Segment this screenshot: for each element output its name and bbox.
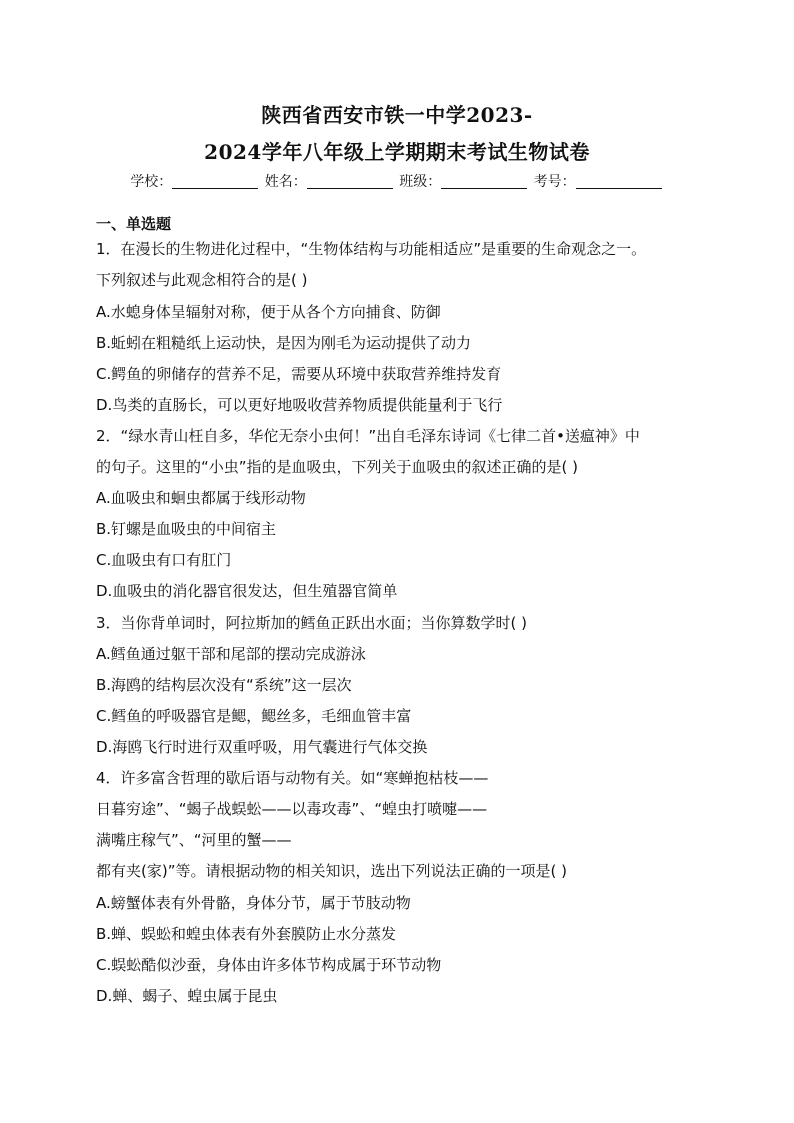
school-label: 学校： <box>130 174 173 190</box>
option-line: A.螃蟹体表有外骨骼，身体分节，属于节肢动物 <box>96 894 411 912</box>
student-info-row <box>0 171 794 191</box>
text-line: 满嘴庄稼气”、“河里的蟹—— <box>96 831 292 849</box>
exam-title-line-1: 陕西省西安市铁一中学2023- <box>261 103 533 127</box>
text-line: 4．许多富含哲理的歇后语与动物有关。如“寒蝉抱枯枝—— <box>96 769 489 787</box>
exam-number-field <box>534 171 664 191</box>
text-line: 的句子。这里的“小虫”指的是血吸虫，下列关于血吸虫的叙述正确的是( ) <box>96 458 579 476</box>
option-line: C.蜈蚣酷似沙蚕，身体由许多体节构成属于环节动物 <box>96 956 442 974</box>
exam-number-label: 考号： <box>533 174 576 190</box>
option-line: C.血吸虫有口有肛门 <box>96 551 232 569</box>
option-line: D.蝉、蝎子、蝗虫属于昆虫 <box>96 987 278 1005</box>
section-heading: 一、单选题 <box>96 215 172 233</box>
exam-number-blank[interactable] <box>576 174 662 189</box>
option-line: D.鸟类的直肠长，可以更好地吸收营养物质提供能量利于飞行 <box>96 396 503 414</box>
option-line: A.水螅身体呈辐射对称，便于从各个方向捕食、防御 <box>96 303 441 321</box>
option-line: D.海鸥飞行时进行双重呼吸，用气囊进行气体交换 <box>96 738 428 756</box>
text-line: 日暮穷途”、“蝎子战蜈蚣——以毒攻毒”、“蝗虫打喷嚏—— <box>96 800 488 818</box>
school-blank[interactable] <box>172 174 258 189</box>
option-line: B.蝉、蜈蚣和蝗虫体表有外套膜防止水分蒸发 <box>96 925 397 943</box>
option-line: D.血吸虫的消化器官很发达，但生殖器官简单 <box>96 582 398 600</box>
text-line: 3．当你背单词时，阿拉斯加的鳕鱼正跃出水面；当你算数学时( ) <box>96 614 528 632</box>
text-line: 都有夹(家)”等。请根据动物的相关知识，选出下列说法正确的一项是( ) <box>96 862 567 880</box>
option-line: C.鳄鱼的卵储存的营养不足，需要从环境中获取营养维持发育 <box>96 365 502 383</box>
option-line: C.鳕鱼的呼吸器官是鳃，鳃丝多，毛细血管丰富 <box>96 707 412 725</box>
class-blank[interactable] <box>441 174 527 189</box>
option-line: A.鳕鱼通过躯干部和尾部的摆动完成游泳 <box>96 645 366 663</box>
text-line: 下列叙述与此观念相符合的是( ) <box>96 271 308 289</box>
class-field <box>399 171 529 191</box>
option-line: B.钉螺是血吸虫的中间宿主 <box>96 520 277 538</box>
name-field <box>265 171 395 191</box>
option-line: A.血吸虫和蛔虫都属于线形动物 <box>96 489 306 507</box>
name-blank[interactable] <box>307 174 393 189</box>
text-line: 2．“绿水青山枉自多，华佗无奈小虫何！”出自毛泽东诗词《七律二首•送瘟神》中 <box>96 427 640 445</box>
exam-title-line-2: 2024学年八年级上学期期末考试生物试卷 <box>204 140 590 164</box>
option-line: B.蚯蚓在粗糙纸上运动快，是因为刚毛为运动提供了动力 <box>96 334 472 352</box>
class-label: 班级： <box>399 174 442 190</box>
text-line: 1．在漫长的生物进化过程中，“生物体结构与功能相适应”是重要的生命观念之一。 <box>96 240 647 258</box>
name-label: 姓名： <box>264 174 307 190</box>
school-field <box>130 171 260 191</box>
option-line: B.海鸥的结构层次没有“系统”这一层次 <box>96 676 352 694</box>
